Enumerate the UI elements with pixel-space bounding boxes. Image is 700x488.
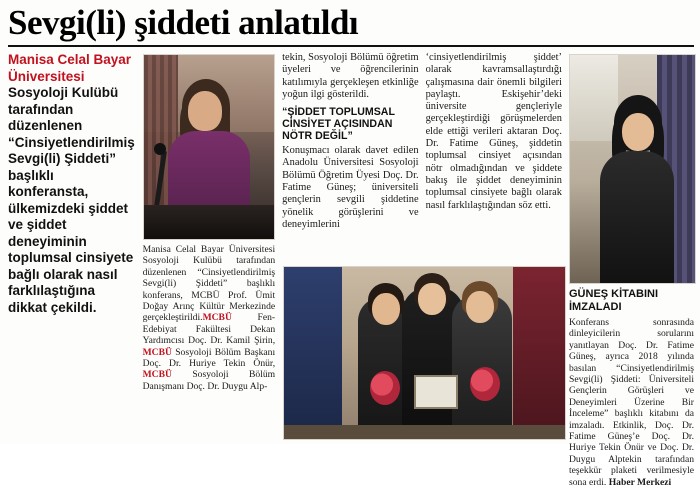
lede-highlight: Manisa Celal Bayar Üniversitesi <box>8 52 132 84</box>
caption-text-4: Sosyoloji Bölüm Danışmanı Doç. Dr. Duygu Alp- <box>142 369 276 392</box>
col5-paragraph <box>569 317 694 488</box>
speaker-at-lectern-photo <box>143 54 275 240</box>
column-5 <box>569 52 694 488</box>
col2-paragraph-1: tekin, Sosyoloji Bölümü öğretim üyeleri ve öğrencilerinin katılımıyla gerçekleşen etkinliğe yoğun ilgi gösterildi. <box>282 52 419 100</box>
column-2 <box>143 52 276 444</box>
lede-rest: Sosyoloji Kulübü tarafından düzenlenen “Cinsiyetlendirilmiş Sevgi(li) Şiddeti” başlıklı konferansta, ülkemizdeki şiddet ve şiddet deneyiminin toplumsal cinsiyete bağlı olarak nasıl farklılaştığına dikkat çekildi. <box>8 85 135 315</box>
page-title: Sevgi(li) şiddeti anlatıldı <box>8 3 359 42</box>
photo1-caption <box>143 244 276 392</box>
col5-text: Konferans sonrasında dinleyicilerin sorularını yanıtlayan Doç. Dr. Fatime Güneş, ayrıca 2018 yılında basılan “Cinsiyetlendirilmiş Sevgi(li) Şiddeti: Üniversiteli Gençlerin Görüşleri ve Deneyimleri Üzerine Bir İnceleme” başlıklı kitabını da imzaladı. Etkinlik, Doç. Dr. Fatime Güneş’e Doç. Dr. Huriye Tekin Önür ve Doç. Dr. Duygu Alptekin tarafından teşekkür plaketi verilmesiyle sona erdi. <box>569 317 694 488</box>
caption-text-1: Manisa Celal Bayar Üniversitesi Sosyoloji Kulübü tarafından düzenlenen “Cinsiyetlendirilmiş Sevgi(li) Şiddeti” başlıklı konferans, MCBÜ Prof. Ümit Doğay Arınç Kültür Merkezinde gerçekleştirildi. <box>142 244 276 324</box>
three-women-with-flowers-photo <box>283 266 566 440</box>
col2-paragraph-2: Konuşmacı olarak davet edilen Anadolu Üniversitesi Sosyoloji Bölümü Öğretim Üyesi Doç. Dr. Fatime Güneş; üniversiteli gençlerin sevgili şiddetine yönelik görüşlerini ve deneyimlerini <box>282 145 419 230</box>
col3-paragraph-1: ‘cinsiyetlendirilmiş şiddet’ olarak kavramsallaştırdığı çalışmasına dair önemli bilgileri paylaştı. Eskişehir’deki üniversite gençleriyle gerçekleştirdiği görüşmelerden elde ettiği verileri aktaran Doç. Dr. Fatime Güneş, şiddetin toplumsal cinsiyet açısından nötr olmadığından ve şiddete bakış ile şiddet deneyiminin toplumsal cinsiyete bağlı olarak nasıl farklılaştığından söz etti. <box>425 52 562 211</box>
caption-highlight-2: MCBÜ <box>202 312 232 324</box>
col5-kicker: GÜNEŞ KİTABINI İMZALADI <box>569 288 659 313</box>
lede-paragraph <box>8 52 136 316</box>
news-source: Haber Merkezi <box>608 476 672 488</box>
caption-text-2: Fen-Edebiyat Fakültesi Dekan Yardımcısı Doç. Dr. Kamil Şirin, <box>142 312 276 347</box>
column-1 <box>8 52 136 444</box>
caption-text-3: Sosyoloji Bölüm Başkanı Doç. Dr. Huriye Tekin Önür, <box>142 346 276 370</box>
caption-highlight-4: MCBÜ <box>142 369 172 381</box>
col2-subheading: “ŞİDDET TOPLUMSAL CİNSİYET AÇISINDAN NÖTR DEĞİL” <box>282 106 395 143</box>
author-signing-book-photo <box>569 54 696 284</box>
caption-highlight-3: MCBÜ <box>142 346 172 358</box>
headline-divider <box>8 45 694 47</box>
